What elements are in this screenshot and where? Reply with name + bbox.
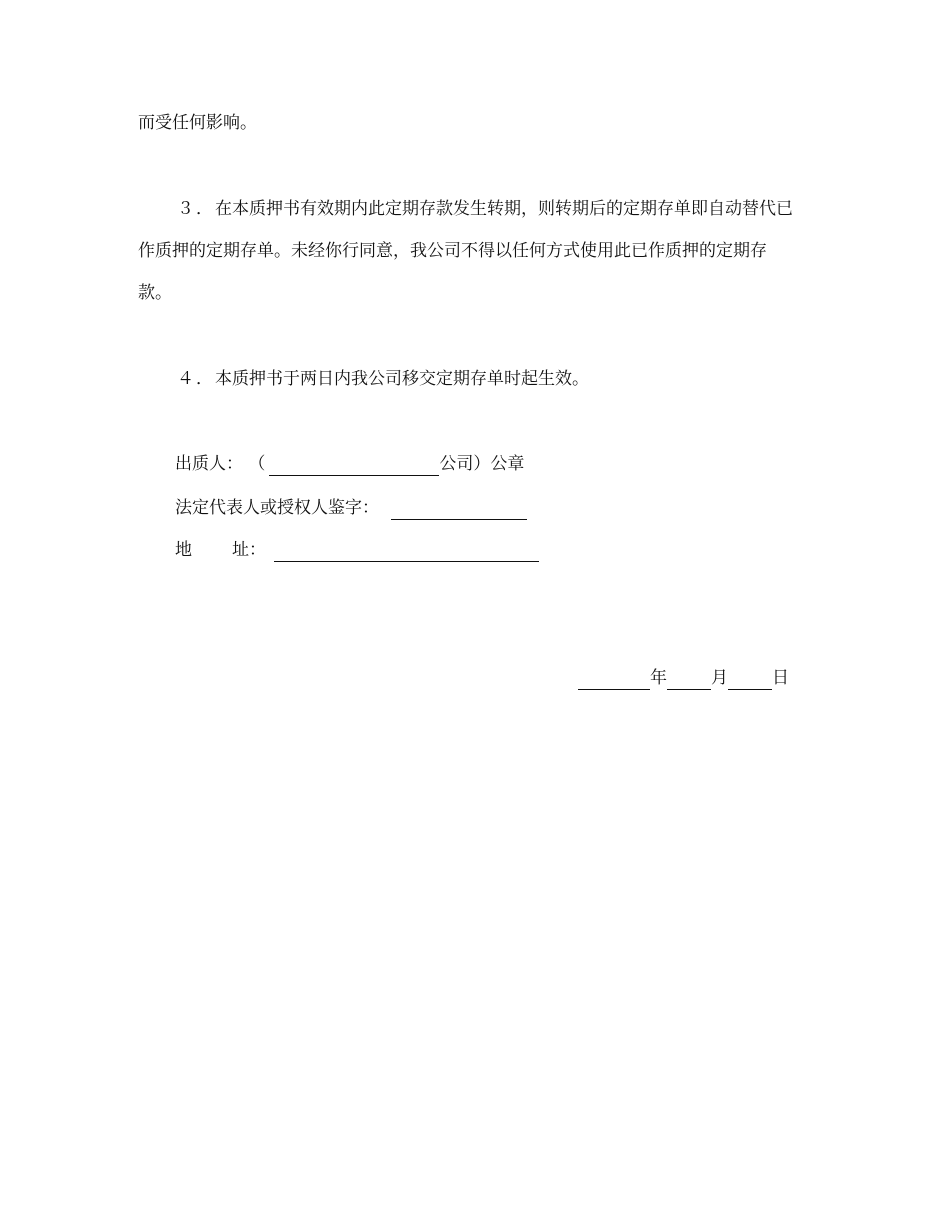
month-label: 月 [711,668,728,688]
clause-3-number: ３． [177,199,215,219]
pledgor-label: 出质人： [175,454,243,474]
continuation-text: 而受任何影响。 [138,113,257,133]
address-blank [274,541,539,562]
day-blank [728,669,772,690]
representative-line [175,496,527,520]
pledgor-line [175,452,524,476]
clause-3 [138,188,798,314]
year-label: 年 [650,668,667,688]
address-label-first-char: 地 [175,540,192,560]
date-line [578,666,789,690]
year-blank [578,669,650,690]
clause-4-number: ４． [177,369,215,389]
day-label: 日 [772,668,789,688]
address-line [175,538,539,562]
clause-3-text: 在本质押书有效期内此定期存款发生转期，则转期后的定期存单即自动替代已作质押的定期存单。未经你行同意，我公司不得以任何方式使用此已作质押的定期存款。 [138,199,793,303]
company-name-blank [269,455,439,476]
address-label-second-char: 址： [232,540,266,560]
representative-signature-blank [391,499,527,520]
pledgor-suffix: 公司）公章 [439,454,525,474]
clause-4 [138,358,798,400]
month-blank [667,669,711,690]
clause-4-text: 本质押书于两日内我公司移交定期存单时起生效。 [215,369,589,389]
pledgor-open-paren: （ [248,454,266,474]
representative-label: 法定代表人或授权人鉴字： [175,498,379,518]
